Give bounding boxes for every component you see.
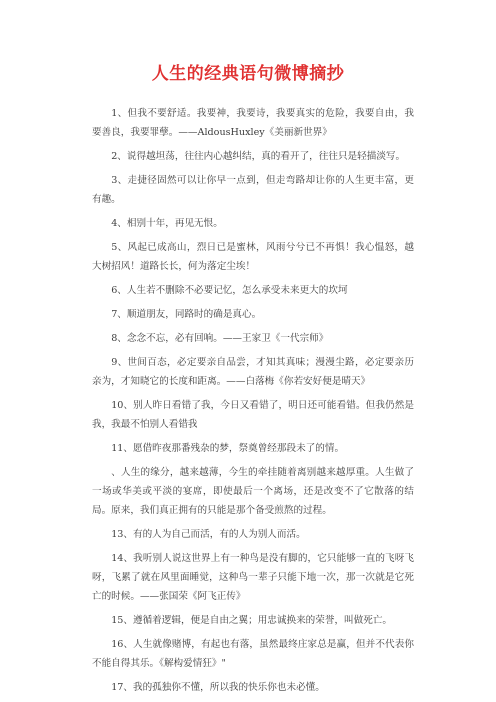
quote-paragraph: 2、说得越坦荡，往往内心越纠结，真的看开了，往往只是轻描淡写。: [111, 151, 406, 162]
document-title: 人生的经典语句微博摘抄: [151, 64, 345, 84]
quote-paragraph: 、人生的缘分，越来越薄，今生的牵挂随着离别越来越厚重。人生做了一场或华美或平淡的宴席，即使最后一个离场，还是改变不了它散落的结局。原来，我们真正拥有的只能是那个备受煎熬的过程。: [92, 467, 414, 516]
quote-paragraph: 9、世间百态，必定要亲自品尝，才知其真味；漫漫尘路，必定要亲历亲为，才知晓它的长度和距离。——白落梅《你若安好便是晴天》: [92, 357, 414, 387]
quote-paragraph: 15、遵循着逻辑，便是自由之翼；用忠诚换来的荣誉，叫做死亡。: [111, 615, 393, 626]
quote-paragraph: 7、顺道朋友，同路时的确是真心。: [111, 309, 262, 320]
quote-paragraph: 10、别人昨日看错了我，今日又看错了，明日还可能看错。但我仍然是我，我最不怕别人看错我: [92, 400, 414, 430]
quote-list: [92, 104, 414, 702]
quote-paragraph: 4、相别十年，再见无恨。: [111, 218, 223, 229]
quote-paragraph: 16、人生就像赌博，有起也有落，虽然最终庄家总是赢，但并不代表你不能自得其乐。《解构爱情狂》": [92, 639, 414, 669]
quote-paragraph: 13、有的人为自己而活，有的人为别人而活。: [111, 529, 306, 540]
quote-paragraph: 11、愿借昨夜那番残杂的梦，祭奠曾经那段未了的情。: [111, 443, 345, 454]
quote-paragraph: 1、但我不要舒适。我要神，我要诗，我要真实的危险，我要自由，我要善良，我要罪孽。——AldousHuxley《美丽新世界》: [92, 108, 414, 138]
quote-paragraph: 6、人生若不删除不必要记忆，怎么承受未来更大的坎坷: [111, 285, 348, 296]
quote-paragraph: 17、我的孤独你不懂，所以我的快乐你也未必懂。: [111, 682, 325, 693]
quote-paragraph: 3、走捷径固然可以让你早一点到，但走弯路却让你的人生更丰富，更有趣。: [92, 175, 414, 205]
quote-paragraph: 5、风起已成高山，烈日已是蜜林，风雨兮兮已不再惧！我心愠怒，越大树招风！道路长长，何为落定尘埃！: [92, 242, 414, 272]
quote-paragraph: 8、念念不忘，必有回响。——王家卫《一代宗师》: [111, 333, 329, 344]
quote-paragraph: 14、我听别人说这世界上有一种鸟是没有脚的，它只能够一直的飞呀飞呀，飞累了就在风里面睡觉，这种鸟一辈子只能下地一次，那一次就是它死亡的时候。——张国荣《阿飞正传》: [92, 553, 414, 602]
